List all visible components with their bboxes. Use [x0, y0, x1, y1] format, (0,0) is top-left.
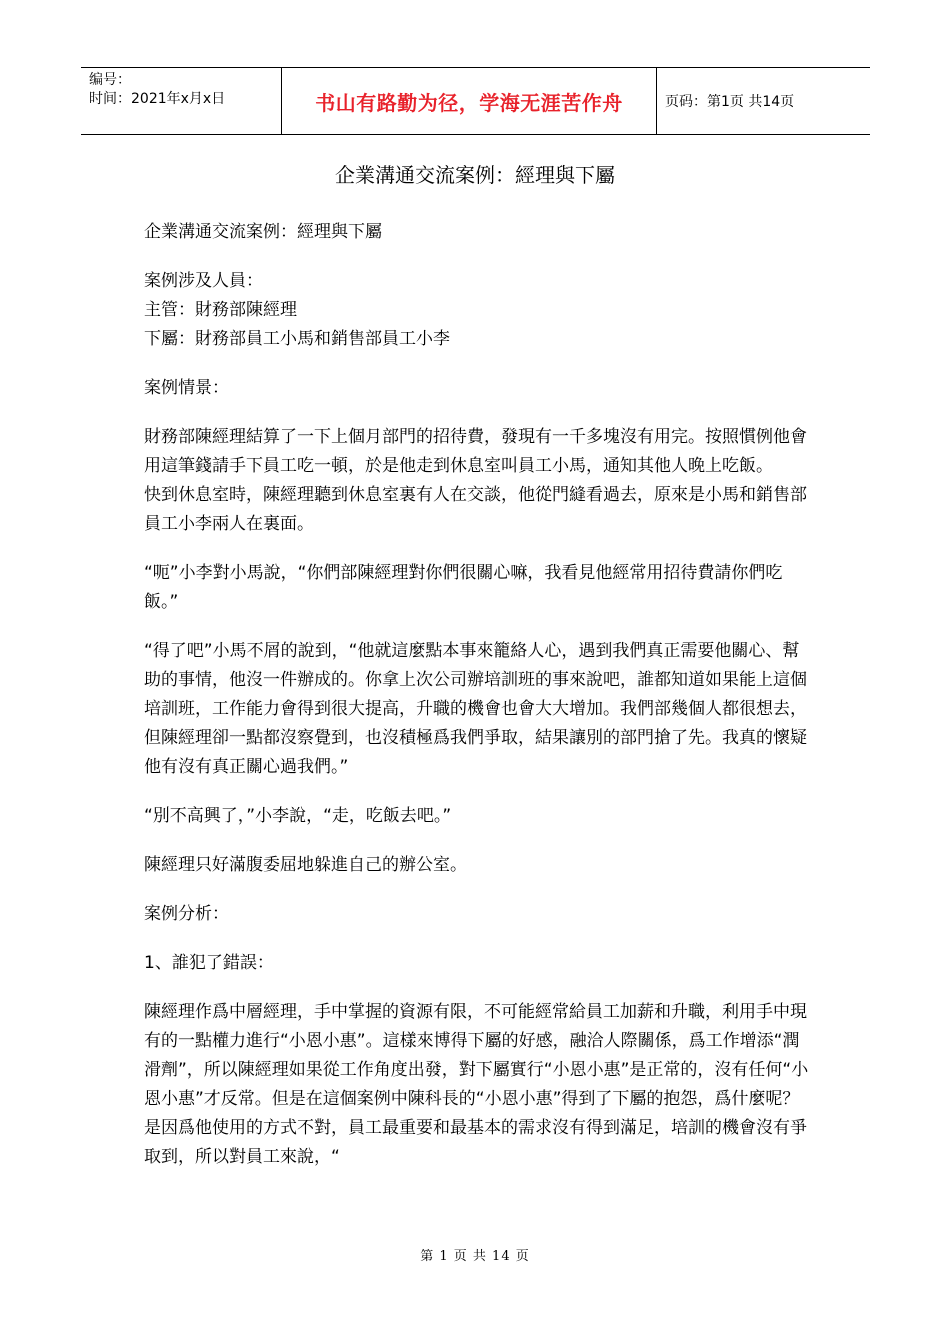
paragraph: 財務部陳經理結算了一下上個月部門的招待費，發現有一千多塊沒有用完。按照慣例他會用這筆錢請手下員工吃一頓，於是他走到休息室叫員工小馬，通知其他人晚上吃飯。 — [144, 427, 807, 476]
page-footer: 第 1 页 共 14 页 — [420, 1249, 530, 1264]
paragraph: 主管：財務部陳經理 — [144, 300, 297, 320]
paragraph: “得了吧”小馬不屑的說到，“他就這麼點本事來籠絡人心，遇到我們真正需要他關心、幫助的事情，他沒一件辦成的。你拿上次公司辦培訓班的事來說吧，誰都知道如果能上這個培訓班，工作能力會得到很大提高，升職的機會也會大大增加。我們部幾個人都很想去，但陳經理卻一點都沒察覺到，也沒積極爲我們爭取，結果讓別的部門搶了先。我真的懷疑他有沒有真正關心過我們。” — [144, 641, 807, 777]
paragraph: “別不高興了，”小李說，“走，吃飯去吧。” — [144, 806, 452, 826]
paragraph: 案例情景： — [144, 378, 229, 398]
motto-text: 书山有路勤为径，学海无涯苦作舟 — [315, 90, 623, 115]
header-motto-cell — [281, 68, 657, 134]
header-page-info — [657, 68, 870, 134]
paragraph: 下屬：財務部員工小馬和銷售部員工小李 — [144, 329, 450, 349]
paragraph: 快到休息室時，陳經理聽到休息室裏有人在交談，他從門縫看過去，原來是小馬和銷售部員工小李兩人在裏面。 — [144, 485, 807, 534]
number-label: 编号： — [89, 72, 131, 88]
date-label: 时间：2021年x月x日 — [89, 91, 226, 107]
paragraph: 案例分析： — [144, 904, 229, 924]
document-title: 企業溝通交流案例：經理與下屬 — [335, 163, 615, 187]
header-meta — [81, 68, 281, 134]
paragraph: 陳經理只好滿腹委屈地躲進自己的辦公室。 — [144, 855, 467, 875]
page-info-text: 页码：第1页 共14页 — [665, 94, 795, 110]
paragraph: “呃”小李對小馬說，“你們部陳經理對你們很關心嘛，我看見他經常用招待費請你們吃飯。” — [144, 563, 783, 612]
page-header — [81, 67, 870, 135]
paragraph: 陳經理作爲中層經理，手中掌握的資源有限，不可能經常給員工加薪和升職，利用手中現有的一點權力進行“小恩小惠”。這樣來博得下屬的好感，融洽人際關係，爲工作增添“潤滑劑”，所以陳經理如果從工作角度出發，對下屬實行“小恩小惠”是正常的，沒有任何“小恩小惠”才反常。但是在這個案例中陳科長的“小恩小惠”得到了下屬的抱怨，爲什麼呢？是因爲他使用的方式不對，員工最重要和最基本的需求沒有得到滿足，培訓的機會沒有爭取到，所以對員工來說，“ — [144, 1002, 809, 1167]
paragraph: 案例涉及人員： — [144, 271, 263, 291]
paragraph: 企業溝通交流案例：經理與下屬 — [144, 222, 382, 242]
paragraph: 1、誰犯了錯誤： — [144, 953, 274, 973]
document-body — [144, 218, 814, 1192]
